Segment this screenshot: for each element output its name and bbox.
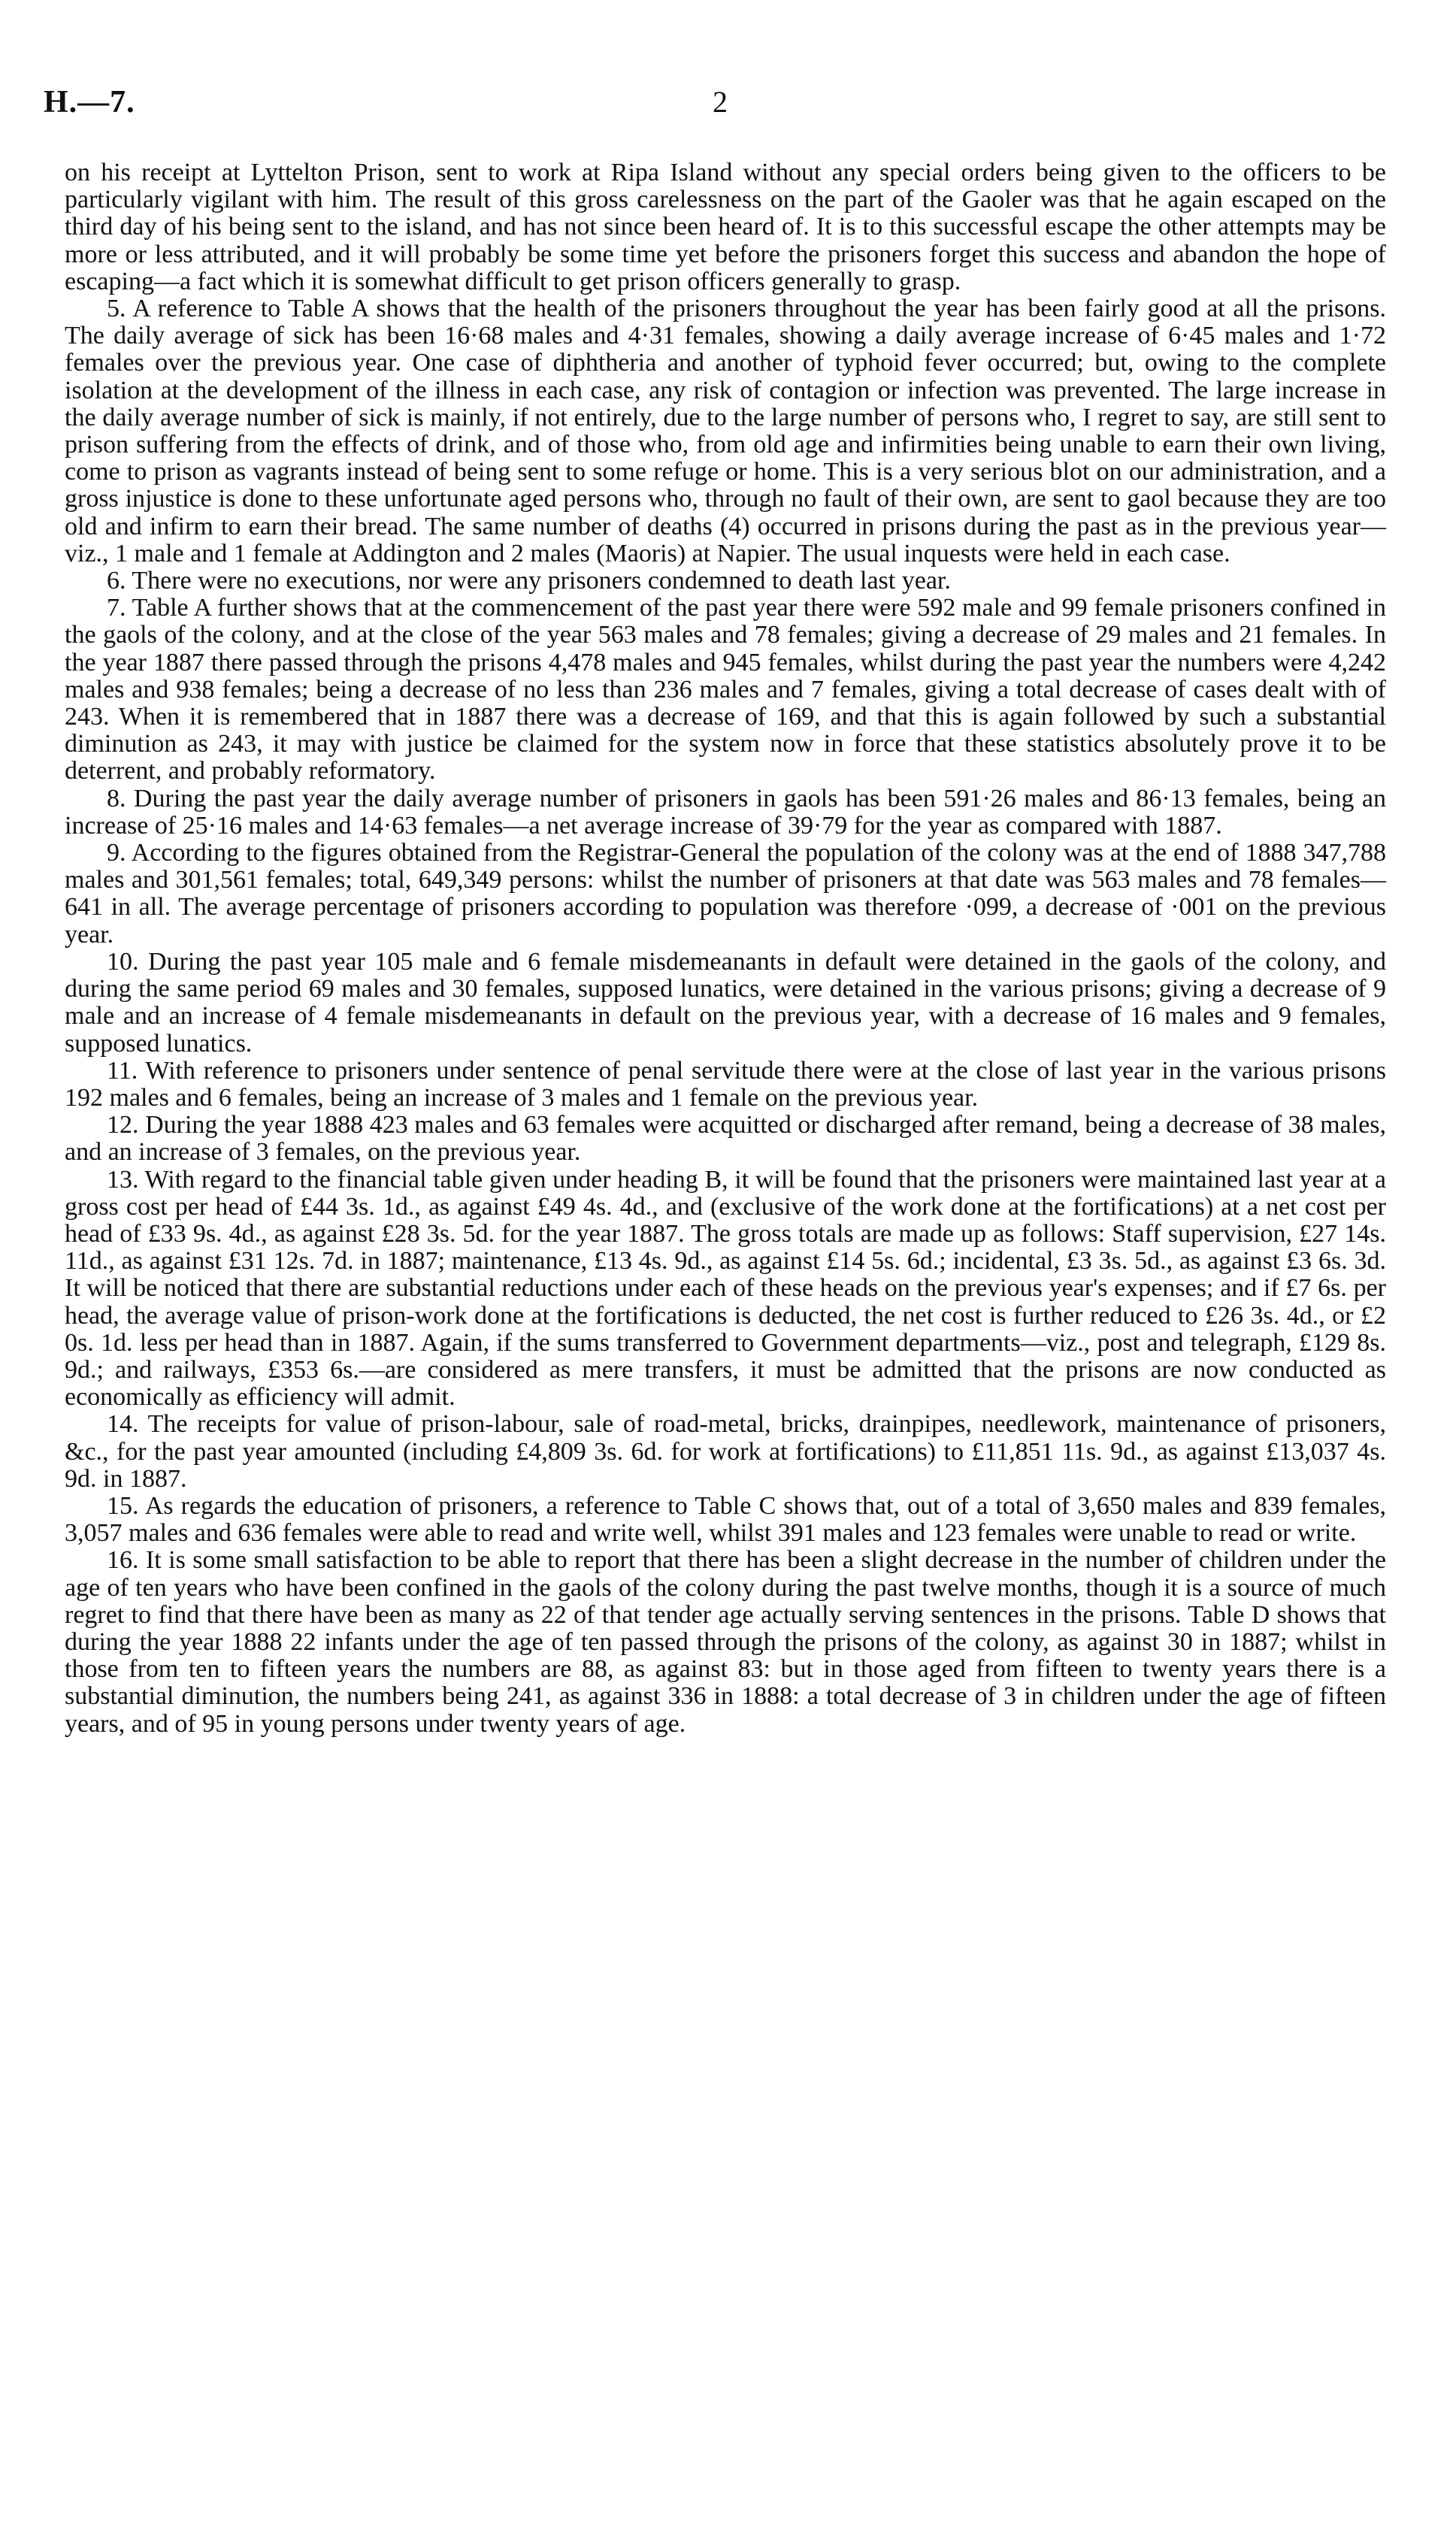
report-body bbox=[65, 159, 1386, 1738]
paragraph-14-receipts: 14. The receipts for value of prison-labour, sale of road-metal, bricks, drainpipes, needlework, maintenance of prisoners, &c., for the past year amounted (including £4,809 3s. 6d. for work at fortifications) to £11,851 11s. 9d., as against £13,037 4s. 9d. in 1887. bbox=[65, 1410, 1386, 1493]
document-code: H.—7. bbox=[44, 85, 135, 120]
paragraph-13-financial: 13. With regard to the financial table given under heading B, it will be found that the prisoners were maintained last year at a gross cost per head of £44 3s. 1d., as against £49 4s. 4d., and (exclusive of the work done at the fortifications) at a net cost per head of £33 9s. 4d., as against £28 3s. 5d. for the year 1887. The gross totals are made up as follows: Staff supervision, £27 14s. 11d., as against £31 12s. 7d. in 1887; maintenance, £13 4s. 9d., as against £14 5s. 6d.; incidental, £3 3s. 5d., as against £3 6s. 3d. It will be noticed that there are substantial reductions under each of these heads on the previous year's expenses; and if £7 6s. per head, the average value of prison-work done at the fortifications is deducted, the net cost is further reduced to £26 3s. 4d., or £2 0s. 1d. less per head than in 1887. Again, if the sums transferred to Government departments—viz., post and telegraph, £129 8s. 9d.; and railways, £353 6s.—are considered as mere transfers, it must be admitted that the prisons are now conducted as economically as efficiency will admit. bbox=[65, 1165, 1386, 1412]
page-header bbox=[44, 84, 1389, 129]
paragraph-10-misdemeanants: 10. During the past year 105 male and 6 female misdemeanants in default were detained in the gaols of the colony, and during the same period 69 males and 30 females, supposed lunatics, were detained in the various prisons; giving a decrease of 9 male and an increase of 4 female misdemeanants in default on the previous year, with a decrease of 16 males and 9 females, supposed lunatics. bbox=[65, 947, 1386, 1058]
paragraph-8-daily-average: 8. During the past year the daily average number of prisoners in gaols has been 591·26 males and 86·13 females, being an increase of 25·16 males and 14·63 females—a net average increase of 39·79 for the year as compared with 1887. bbox=[65, 784, 1386, 840]
page-number: 2 bbox=[713, 85, 728, 119]
paragraph-6-executions: 6. There were no executions, nor were any prisoners condemned to death last year. bbox=[107, 567, 951, 595]
paragraph-5-health: 5. A reference to Table A shows that the health of the prisoners throughout the year has been fairly good at all the prisons. The daily average of sick has been 16·68 males and 4·31 females, showing a daily average increase of 6·45 males and 1·72 females over the previous year. One case of diphtheria and another of typhoid fever occurred; but, owing to the complete isolation at the development of the illness in each case, any risk of contagion or infection was prevented. The large increase in the daily average number of sick is mainly, if not entirely, due to the large number of persons who, I regret to say, are still sent to prison suffering from the effects of drink, and of those who, from old age and infirmities being unable to earn their own living, come to prison as vagrants instead of being sent to some refuge or home. This is a very serious blot on our administration, and a gross injustice is done to these unfortunate aged persons who, through no fault of their own, are sent to gaol because they are too old and infirm to earn their bread. The same number of deaths (4) occurred in prisons during the past as in the previous year—viz., 1 male and 1 female at Addington and 2 males (Maoris) at Napier. The usual inquests were held in each case. bbox=[65, 295, 1386, 567]
paragraph-12-acquitted: 12. During the year 1888 423 males and 63 females were acquitted or discharged after remand, being a decrease of 38 males, and an increase of 3 females, on the previous year. bbox=[65, 1111, 1386, 1167]
paragraph-9-population: 9. According to the figures obtained from the Registrar-General the population of the colony was at the end of 1888 347,788 males and 301,561 females; total, 649,349 persons: whilst the number of prisoners at that date was 563 males and 78 females—641 in all. The average percentage of prisoners according to population was therefore ·099, a decrease of ·001 on the previous year. bbox=[65, 839, 1386, 949]
paragraph-11-penal-servitude: 11. With reference to prisoners under sentence of penal servitude there were at the close of last year in the various prisons 192 males and 6 females, being an increase of 3 males and 1 female on the previous year. bbox=[65, 1056, 1386, 1112]
paragraph-7-prisoner-numbers: 7. Table A further shows that at the commencement of the past year there were 592 male and 99 female prisoners confined in the gaols of the colony, and at the close of the year 563 males and 78 females; giving a decrease of 29 males and 21 females. In the year 1887 there passed through the prisons 4,478 males and 945 females, whilst during the past year the numbers were 4,242 males and 938 females; being a decrease of no less than 236 males and 7 females, giving a total decrease of cases dealt with of 243. When it is remembered that in 1887 there was a decrease of 169, and that this is again followed by such a substantial diminution as 243, it may with justice be claimed for the system now in force that these statistics absolutely prove it to be deterrent, and probably reformatory. bbox=[65, 594, 1386, 785]
paragraph-continued: on his receipt at Lyttelton Prison, sent to work at Ripa Island without any special orders being given to the officers to be particularly vigilant with him. The result of this gross carelessness on the part of the Gaoler was that he again escaped on the third day of his being sent to the island, and has not since been heard of. It is to this successful escape the other attempts may be more or less attributed, and it will probably be some time yet before the prisoners forget this success and abandon the hope of escaping—a fact which it is somewhat difficult to get prison officers generally to grasp. bbox=[65, 159, 1386, 295]
paragraph-16-children: 16. It is some small satisfaction to be able to report that there has been a slight decrease in the number of children under the age of ten years who have been confined in the gaols of the colony during the past twelve months, though it is a source of much regret to find that there have been as many as 22 of that tender age actually serving sentences in the prisons. Table D shows that during the year 1888 22 infants under the age of ten passed through the prisons of the colony, as against 30 in 1887; whilst in those from ten to fifteen years the numbers are 88, as against 83: but in those aged from fifteen to twenty years there is a substantial diminution, the numbers being 241, as against 336 in 1888: a total decrease of 3 in children under the age of fifteen years, and of 95 in young persons under twenty years of age. bbox=[65, 1546, 1386, 1738]
paragraph-15-education: 15. As regards the education of prisoners, a reference to Table C shows that, out of a total of 3,650 males and 839 females, 3,057 males and 636 females were able to read and write well, whilst 391 males and 123 females were unable to read or write. bbox=[65, 1491, 1386, 1548]
